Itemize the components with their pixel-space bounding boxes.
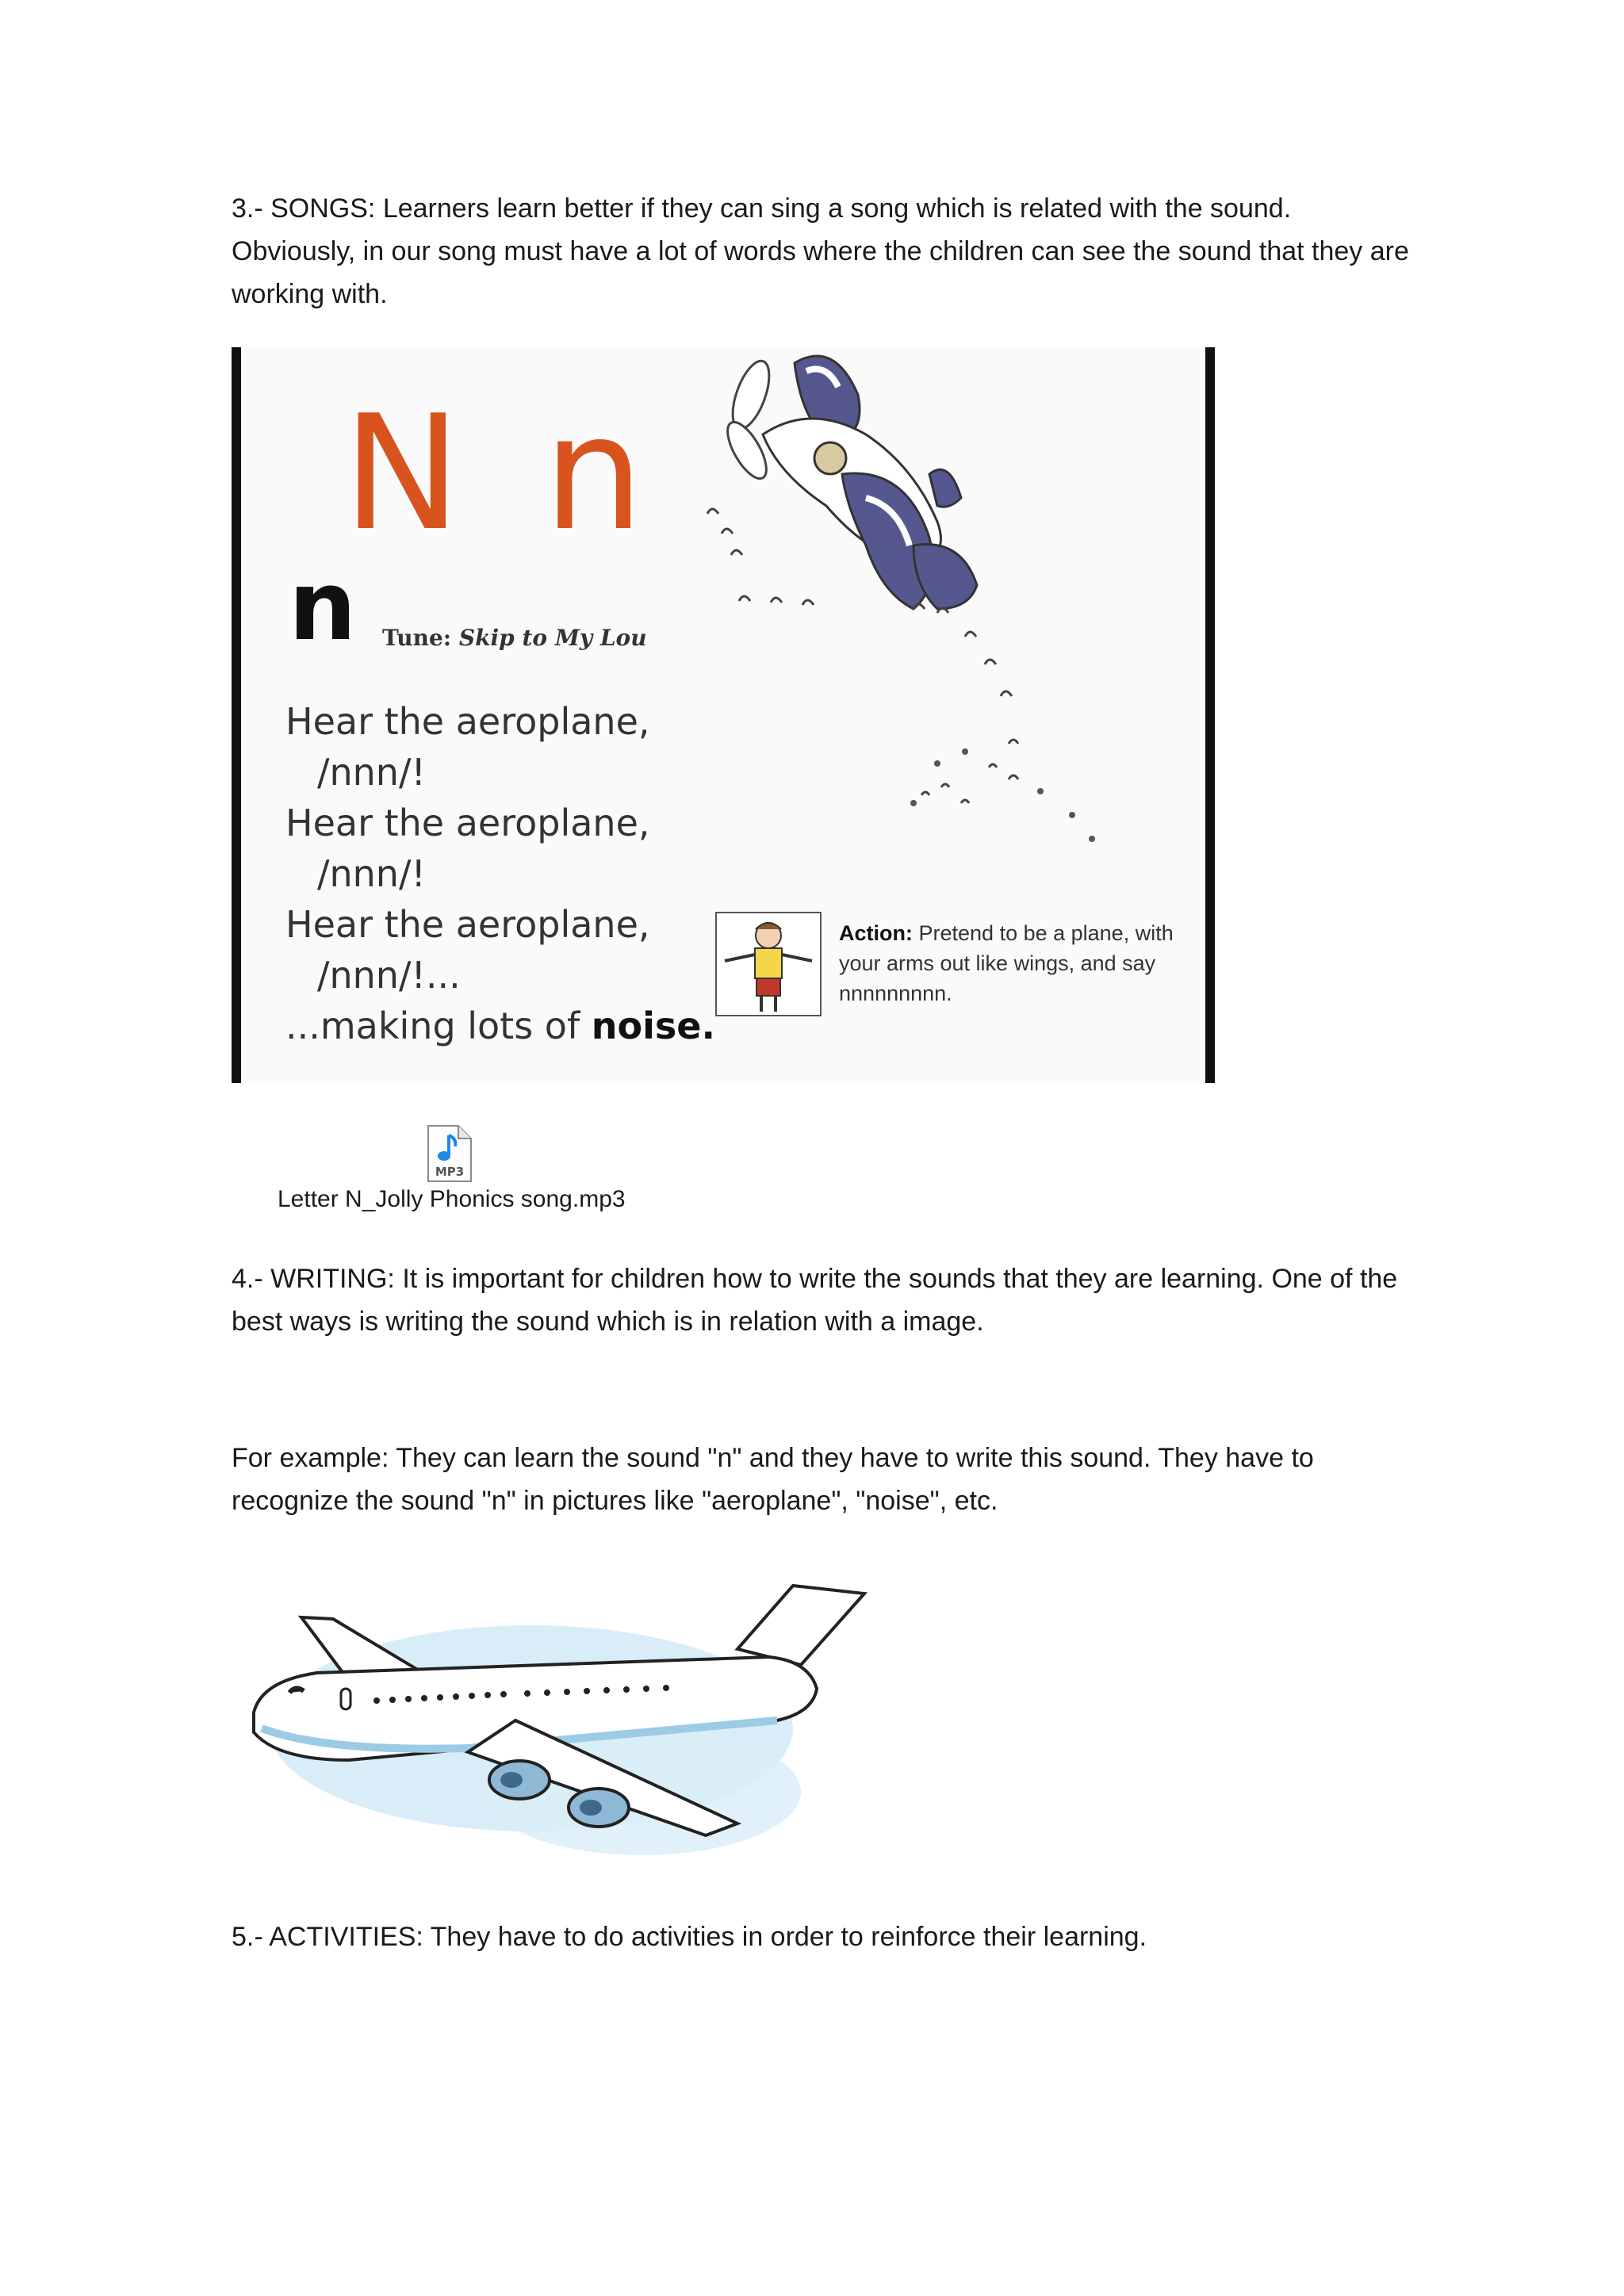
action-label: Action: — [839, 921, 913, 945]
writing-paragraph: 4.- WRITING: It is important for children how to write the sounds that they are learning. One of the best ways is writing the sound which is in relation with a image. — [232, 1264, 1398, 1337]
tune-name: Skip to My Lou — [458, 625, 647, 651]
big-letters-nn: N n — [343, 381, 660, 566]
activities-paragraph: 5.- ACTIVITIES: They have to do activities in order to reinforce their learning. — [232, 1922, 1147, 1952]
mp3-file-name[interactable]: Letter N_Jolly Phonics song.mp3 — [278, 1186, 626, 1212]
action-text: Pretend to be a plane, with your arms out like wings, and say nnnnnnnnn. — [839, 921, 1174, 1005]
lyric-prefix: ...making lots of — [285, 1004, 592, 1047]
jolly-phonics-n-card — [232, 347, 1215, 1083]
action-instructions — [839, 918, 1188, 1008]
song-lyrics — [285, 696, 715, 1051]
example-paragraph: For example: They can learn the sound "n" and they have to write this sound. They have to recognize the sound "n" in pictures like "aeroplane", "noise", etc. — [232, 1443, 1314, 1516]
card-left-border — [232, 347, 241, 1083]
child-pretending-plane-picture — [715, 912, 822, 1016]
lyric-line: /nnn/! — [317, 852, 426, 895]
cartoon-plane-illustration — [676, 347, 1183, 855]
lyric-line: Hear the aeroplane, — [285, 903, 650, 946]
tune-label: Tune: — [382, 625, 452, 651]
card-right-border — [1205, 347, 1215, 1083]
mp3-file-icon[interactable] — [425, 1124, 474, 1183]
small-letter-n: n — [289, 552, 357, 662]
lyric-line-last — [285, 1001, 715, 1051]
lyric-line: Hear the aeroplane, — [285, 700, 650, 743]
tune-line — [382, 625, 647, 651]
lyric-line: Hear the aeroplane, — [285, 802, 650, 844]
lyric-bold-word: noise. — [591, 1004, 715, 1047]
songs-paragraph: 3.- SONGS: Learners learn better if they can sing a song which is related with the sound. Obviously, in our song must have a lot of words where the children can see the sound that they are working with. — [232, 193, 1409, 309]
mp3-icon-text: MP3 — [435, 1165, 465, 1179]
lyric-line: /nnn/!... — [317, 954, 461, 997]
lyric-line: /nnn/! — [317, 751, 426, 794]
airliner-illustration — [230, 1562, 872, 1879]
